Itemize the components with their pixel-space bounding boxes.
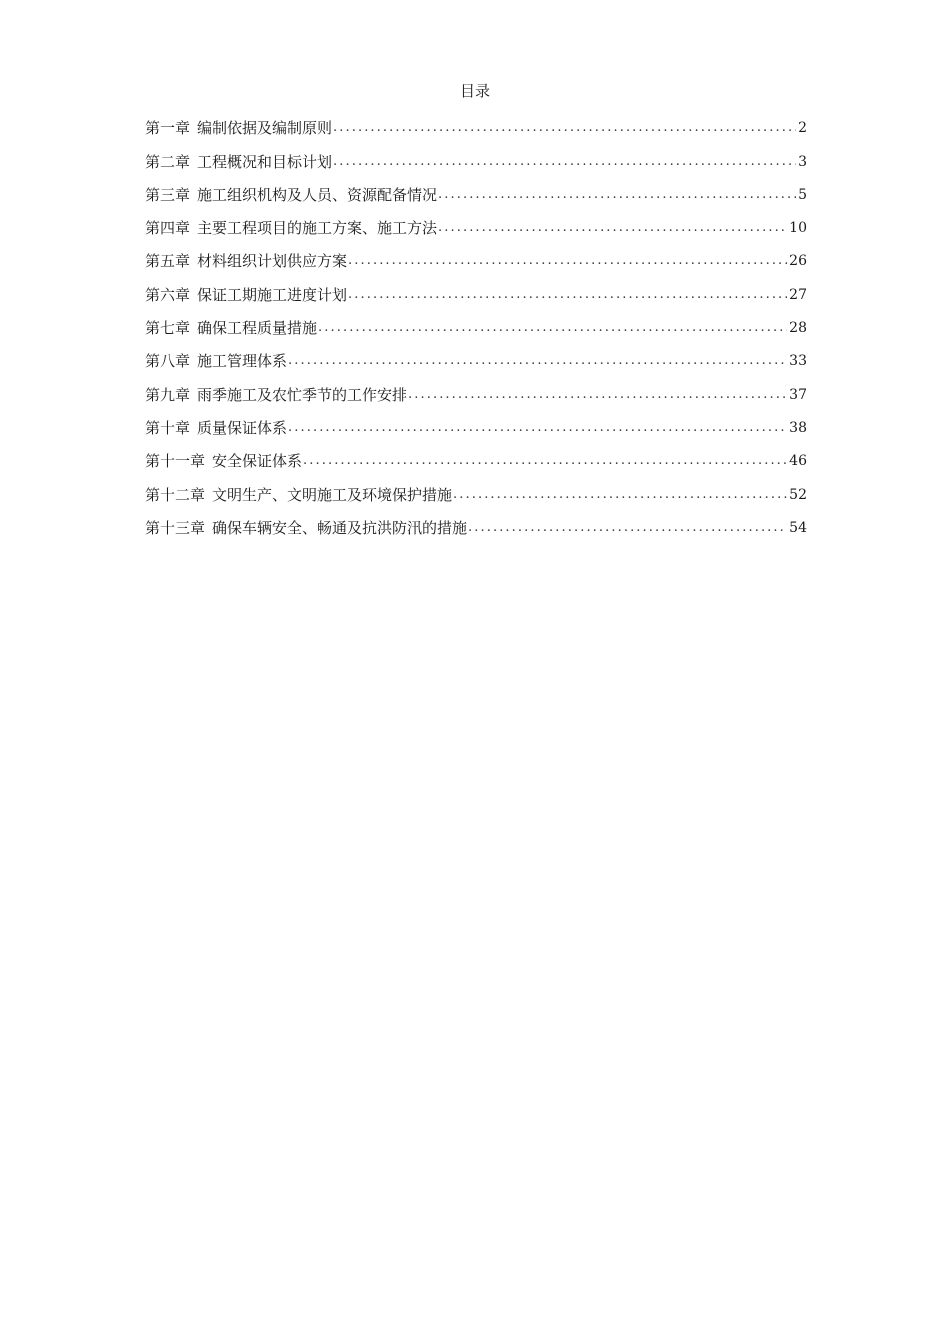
- toc-chapter-title: 文明生产、文明施工及环境保护措施: [212, 485, 453, 504]
- toc-page-number: 33: [789, 353, 807, 370]
- toc-chapter-title: 确保车辆安全、畅通及抗洪防汛的措施: [212, 518, 468, 537]
- toc-chapter-number: 第十章: [145, 418, 191, 437]
- toc-dot-leader: [408, 384, 787, 406]
- toc-dot-leader: [438, 184, 796, 206]
- toc-chapter-number: 第八章: [145, 352, 191, 371]
- toc-chapter-number: 第二章: [145, 152, 191, 171]
- toc-chapter-number: 第三章: [145, 185, 191, 204]
- toc-dot-leader: [333, 117, 796, 139]
- toc-dot-leader: [348, 250, 787, 272]
- toc-title: 目录: [459, 82, 490, 100]
- toc-chapter-title: 质量保证体系: [197, 418, 288, 437]
- toc-entry[interactable]: [145, 472, 807, 505]
- toc-chapter-number: 第六章: [145, 285, 191, 304]
- toc-entry[interactable]: [145, 206, 807, 239]
- toc-dot-leader: [453, 484, 787, 506]
- toc-chapter-number: 第十二章: [145, 485, 206, 504]
- table-of-contents: [145, 106, 807, 539]
- toc-chapter-title: 工程概况和目标计划: [197, 152, 333, 171]
- toc-dot-leader: [438, 217, 787, 239]
- toc-chapter-number: 第四章: [145, 219, 191, 238]
- toc-page-number: 46: [789, 453, 807, 470]
- toc-dot-leader: [348, 284, 787, 306]
- toc-chapter-title: 施工管理体系: [197, 352, 288, 371]
- toc-entry[interactable]: [145, 406, 807, 439]
- toc-page-number: 10: [789, 220, 807, 237]
- toc-chapter-title: 编制依据及编制原则: [197, 119, 333, 138]
- toc-entry[interactable]: [145, 139, 807, 172]
- toc-page-number: 37: [789, 386, 807, 403]
- toc-entry[interactable]: [145, 439, 807, 472]
- toc-page-number: 28: [789, 320, 807, 337]
- toc-chapter-title: 材料组织计划供应方案: [197, 252, 348, 271]
- toc-page-number: 3: [798, 153, 807, 170]
- toc-dot-leader: [333, 151, 796, 173]
- toc-page-number: 27: [789, 286, 807, 303]
- toc-entry[interactable]: [145, 372, 807, 405]
- toc-entry[interactable]: [145, 272, 807, 305]
- toc-chapter-number: 第十一章: [145, 452, 206, 471]
- toc-entry[interactable]: [145, 239, 807, 272]
- toc-chapter-number: 第十三章: [145, 518, 206, 537]
- toc-chapter-title: 施工组织机构及人员、资源配备情况: [197, 185, 438, 204]
- toc-chapter-number: 第七章: [145, 319, 191, 338]
- toc-dot-leader: [318, 317, 787, 339]
- toc-dot-leader: [288, 417, 787, 439]
- toc-page-number: 26: [789, 253, 807, 270]
- toc-chapter-title: 确保工程质量措施: [197, 319, 318, 338]
- toc-chapter-title: 雨季施工及农忙季节的工作安排: [197, 385, 408, 404]
- toc-chapter-number: 第九章: [145, 385, 191, 404]
- toc-page-number: 5: [798, 186, 807, 203]
- toc-chapter-title: 主要工程项目的施工方案、施工方法: [197, 219, 438, 238]
- toc-chapter-number: 第一章: [145, 119, 191, 138]
- toc-entry[interactable]: [145, 339, 807, 372]
- toc-entry[interactable]: [145, 306, 807, 339]
- toc-dot-leader: [303, 450, 787, 472]
- toc-entry[interactable]: [145, 506, 807, 539]
- toc-page-number: 52: [789, 486, 807, 503]
- toc-dot-leader: [288, 350, 787, 372]
- toc-entry[interactable]: [145, 173, 807, 206]
- toc-page-number: 2: [798, 120, 807, 137]
- toc-chapter-title: 安全保证体系: [212, 452, 303, 471]
- toc-page-number: 38: [789, 419, 807, 436]
- toc-page-number: 54: [789, 519, 807, 536]
- toc-chapter-title: 保证工期施工进度计划: [197, 285, 348, 304]
- toc-dot-leader: [468, 517, 787, 539]
- toc-chapter-number: 第五章: [145, 252, 191, 271]
- toc-entry[interactable]: [145, 106, 807, 139]
